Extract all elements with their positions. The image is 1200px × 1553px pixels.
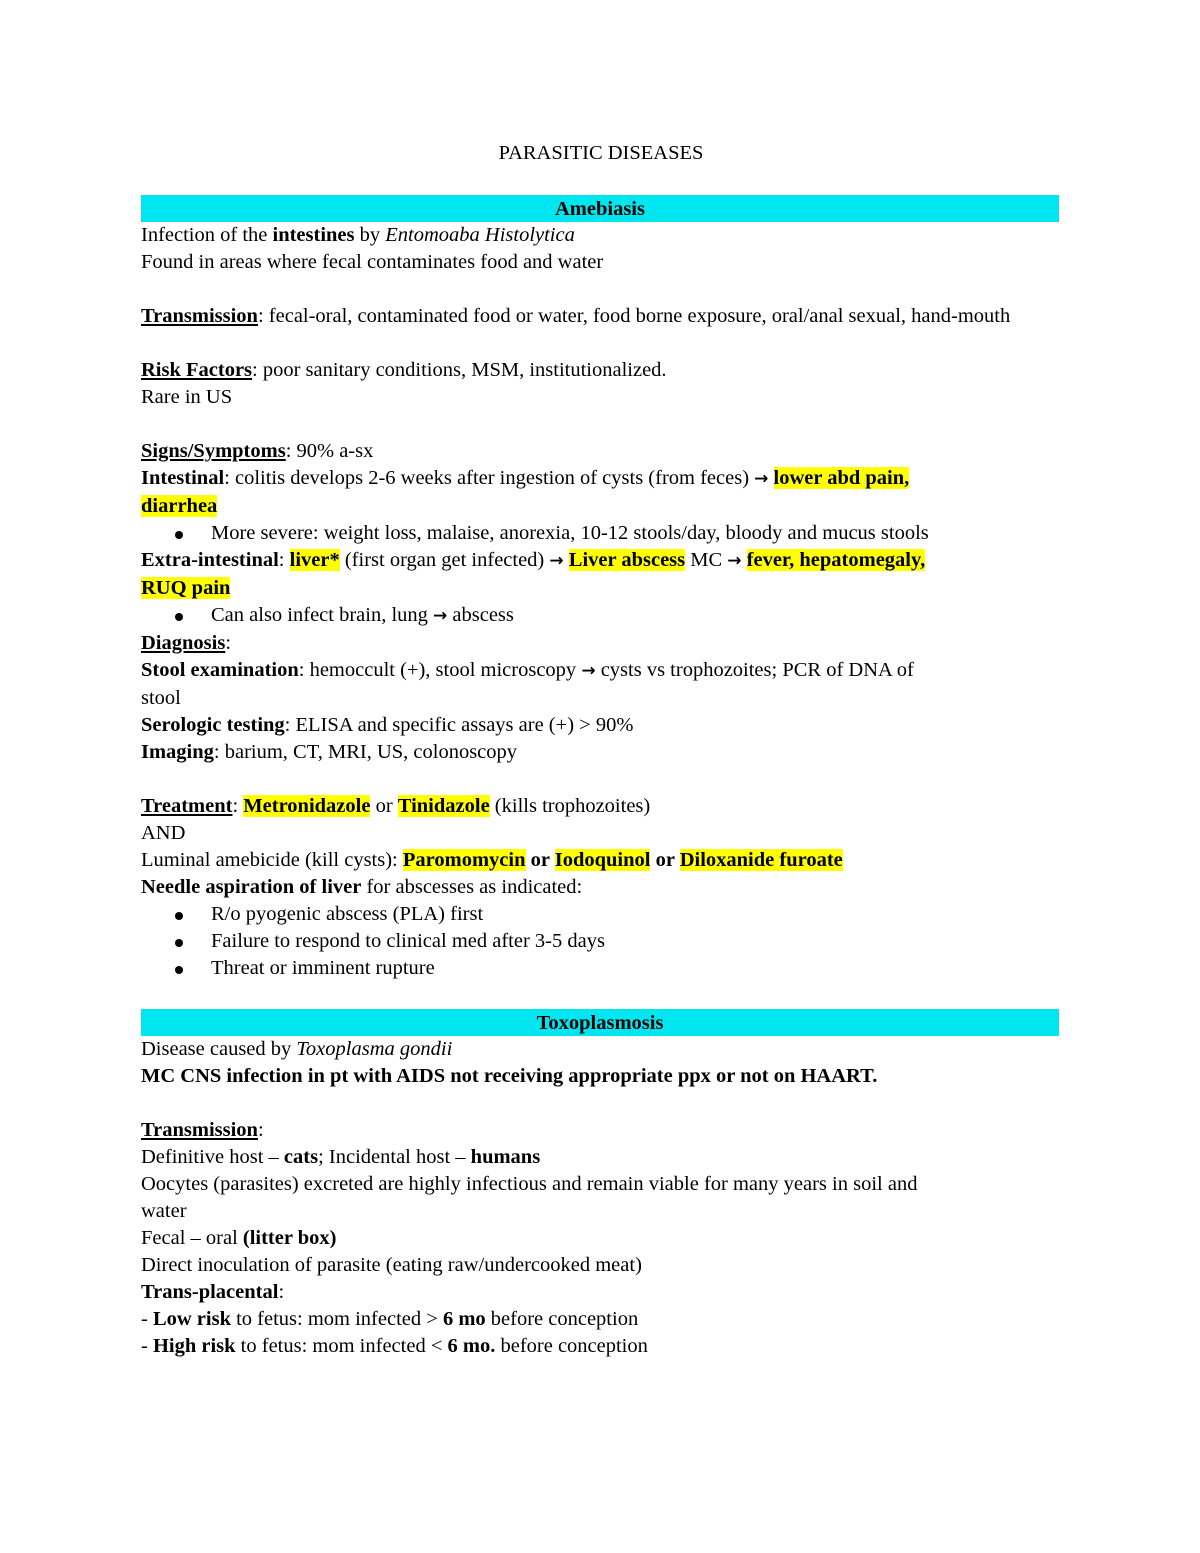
amebiasis-needle: Needle aspiration of liver for abscesses as indicated:: [141, 876, 583, 898]
document-page: [141, 140, 1061, 1360]
section-header-toxoplasmosis: Toxoplasmosis: [141, 1009, 1059, 1036]
arrow-icon: →: [549, 551, 564, 571]
toxo-direct: Direct inoculation of parasite (eating raw/undercooked meat): [141, 1254, 642, 1276]
amebiasis-signs: Signs/Symptoms: 90% a-sx: [141, 440, 374, 462]
amebiasis-extra-intestinal: Extra-intestinal: liver* (first organ get infected) → Liver abscess MC → fever, hepatomegaly,: [141, 549, 926, 571]
needle-bullets: [141, 901, 1061, 982]
amebiasis-risk-rare: Rare in US: [141, 386, 233, 408]
amebiasis-intestinal-cont: diarrhea: [141, 495, 218, 517]
arrow-icon: →: [581, 661, 596, 681]
amebiasis-stool-exam: Stool examination: hemoccult (+), stool microscopy → cysts vs trophozoites; PCR of DNA of: [141, 659, 914, 681]
intestinal-bullets: [141, 520, 1061, 547]
toxo-low-risk: - Low risk to fetus: mom infected > 6 mo before conception: [141, 1308, 639, 1330]
list-item: R/o pyogenic abscess (PLA) first: [141, 901, 1061, 928]
list-item: Threat or imminent rupture: [141, 955, 1061, 982]
toxo-oocytes-cont: water: [141, 1200, 187, 1222]
toxo-oocytes: Oocytes (parasites) excreted are highly infectious and remain viable for many years in soil and: [141, 1173, 918, 1195]
list-item: Failure to respond to clinical med after 3-5 days: [141, 928, 1061, 955]
amebiasis-transmission: Transmission: fecal-oral, contaminated food or water, food borne exposure, oral/anal sexual, hand-mouth: [141, 305, 1011, 327]
toxo-fecal-oral: Fecal – oral (litter box): [141, 1227, 337, 1249]
arrow-icon: →: [727, 551, 742, 571]
toxo-trans-placental: Trans-placental:: [141, 1281, 285, 1303]
list-item: Can also infect brain, lung → abscess: [141, 602, 1061, 630]
arrow-icon: →: [433, 606, 448, 626]
amebiasis-serologic: Serologic testing: ELISA and specific assays are (+) > 90%: [141, 714, 634, 736]
amebiasis-intestinal: Intestinal: colitis develops 2-6 weeks after ingestion of cysts (from feces) → lower abd pain,: [141, 467, 910, 489]
list-item: More severe: weight loss, malaise, anorexia, 10-12 stools/day, bloody and mucus stools: [141, 520, 1061, 547]
section-header-amebiasis: Amebiasis: [141, 195, 1059, 222]
amebiasis-extra-cont: RUQ pain: [141, 577, 231, 599]
page-title: PARASITIC DISEASES: [498, 142, 704, 164]
amebiasis-treatment-and: AND: [141, 822, 186, 844]
toxo-host: Definitive host – cats; Incidental host – humans: [141, 1146, 541, 1168]
amebiasis-risk-factors: Risk Factors: poor sanitary conditions, MSM, institutionalized.: [141, 359, 667, 381]
toxo-high-risk: - High risk to fetus: mom infected < 6 mo. before conception: [141, 1335, 648, 1357]
amebiasis-diagnosis: Diagnosis:: [141, 632, 232, 654]
extra-bullets: [141, 602, 1061, 630]
amebiasis-intro-line-2: Found in areas where fecal contaminates food and water: [141, 251, 604, 273]
amebiasis-intro-line: Infection of the intestines by Entomoaba Histolytica: [141, 224, 575, 246]
amebiasis-imaging: Imaging: barium, CT, MRI, US, colonoscopy: [141, 741, 518, 763]
toxo-intro-line-2: MC CNS infection in pt with AIDS not receiving appropriate ppx or not on HAART.: [141, 1065, 878, 1087]
amebiasis-luminal: Luminal amebicide (kill cysts): Paromomycin or Iodoquinol or Diloxanide furoate: [141, 849, 843, 871]
toxo-intro-line: Disease caused by Toxoplasma gondii: [141, 1038, 453, 1060]
arrow-icon: →: [754, 469, 769, 489]
amebiasis-treatment: Treatment: Metronidazole or Tinidazole (kills trophozoites): [141, 795, 651, 817]
amebiasis-stool-cont: stool: [141, 687, 181, 709]
toxo-transmission: Transmission:: [141, 1119, 264, 1141]
